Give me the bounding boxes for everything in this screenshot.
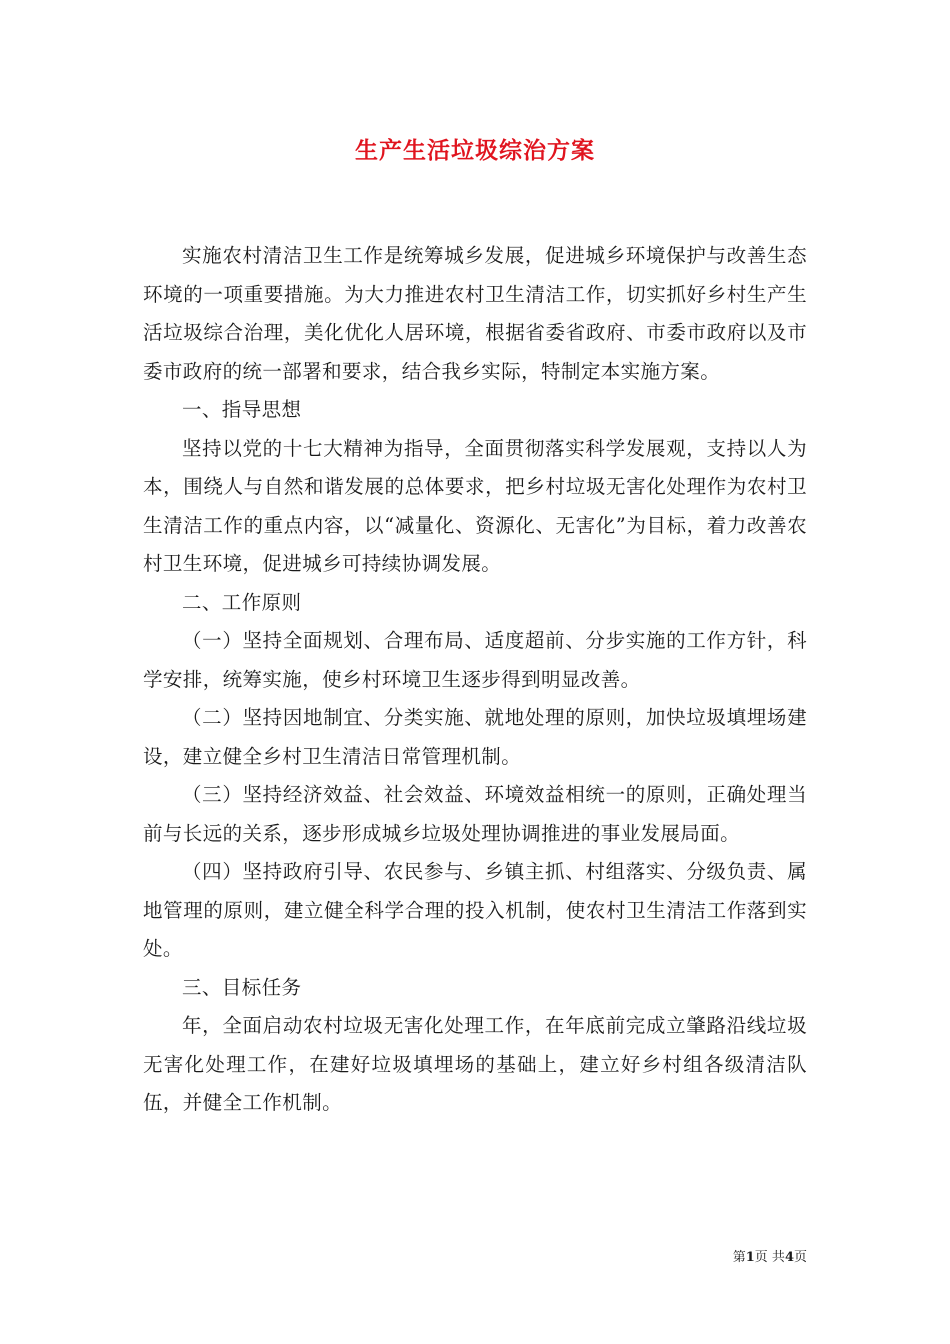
principle-item-3: （三）坚持经济效益、社会效益、环境效益相统一的原则，正确处理当前与长远的关系，逐步形成城乡垃圾处理协调推进的事业发展局面。	[143, 783, 807, 845]
principle-item-1: （一）坚持全面规划、合理布局、适度超前、分步实施的工作方针，科学安排，统筹实施，使乡村环境卫生逐步得到明显改善。	[143, 629, 807, 691]
document-body	[143, 237, 807, 1123]
total-page-number: 4	[784, 1250, 794, 1265]
current-page-number: 1	[745, 1250, 755, 1265]
principle-item-4: （四）坚持政府引导、农民参与、乡镇主抓、村组落实、分级负责、属地管理的原则，建立健全科学合理的投入机制，使农村卫生清洁工作落到实处。	[143, 860, 807, 960]
section-1-paragraph: 坚持以党的十七大精神为指导，全面贯彻落实科学发展观，支持以人为本，围绕人与自然和谐发展的总体要求，把乡村垃圾无害化处理作为农村卫生清洁工作的重点内容，以“减量化、资源化、无害化”为目标，着力改善农村卫生环境，促进城乡可持续协调发展。	[143, 436, 807, 575]
section-3-heading: 三、目标任务	[182, 975, 302, 999]
section-1-heading: 一、指导思想	[182, 398, 302, 421]
page-suffix: 页	[793, 1250, 807, 1265]
document-title: 生产生活垃圾综治方案	[355, 137, 595, 164]
page-middle: 页 共	[754, 1250, 785, 1265]
section-2-heading: 二、工作原则	[182, 590, 302, 614]
page-prefix: 第	[732, 1250, 746, 1265]
intro-paragraph: 实施农村清洁卫生工作是统筹城乡发展，促进城乡环境保护与改善生态环境的一项重要措施。为大力推进农村卫生清洁工作，切实抓好乡村生产生活垃圾综合治理，美化优化人居环境，根据省委省政府、市委市政府以及市委市政府的统一部署和要求，结合我乡实际，特制定本实施方案。	[143, 244, 807, 383]
principle-item-2: （二）坚持因地制宜、分类实施、就地处理的原则，加快垃圾填埋场建设，建立健全乡村卫生清洁日常管理机制。	[143, 706, 807, 768]
section-3-paragraph: 年，全面启动农村垃圾无害化处理工作，在年底前完成立肇路沿线垃圾无害化处理工作，在建好垃圾填埋场的基础上，建立好乡村组各级清洁队伍，并健全工作机制。	[143, 1014, 807, 1114]
page-number-footer	[733, 1246, 807, 1265]
